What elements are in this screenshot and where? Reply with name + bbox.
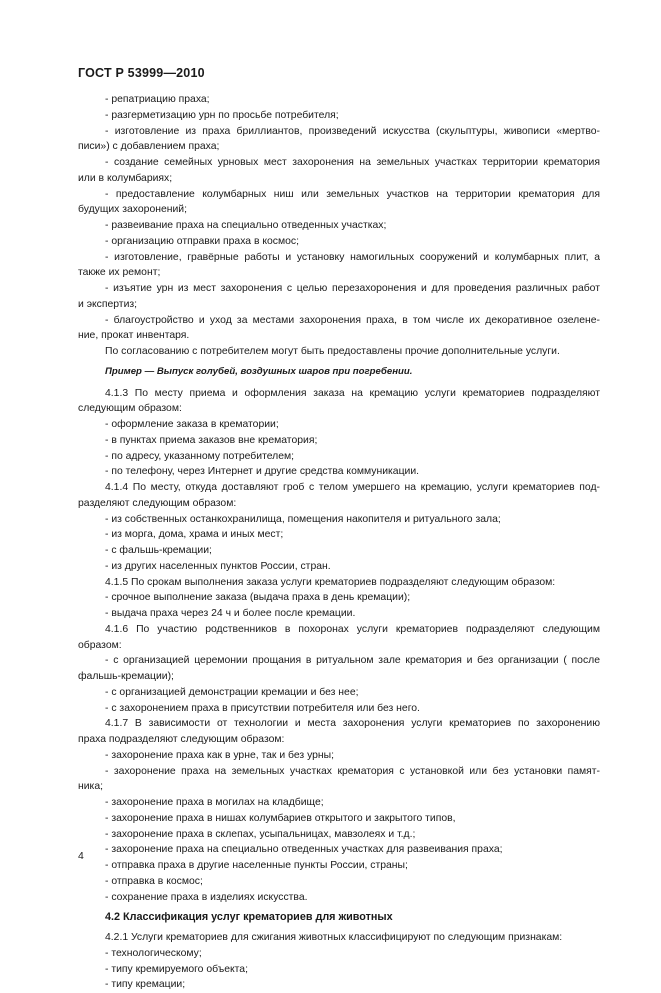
text-line: разделяют следующим образом: [78,497,237,509]
list-item: - захоронение праха в нишах колумбариев открытого и закрытого типов, [105,812,456,824]
list-item: - типу кремации; [105,979,186,991]
paragraph: По согласованию с потребителем могут быть предоставлены прочие дополнительные услуги. [105,346,560,357]
list-item: - отправка праха в другие населенные пункты России, страны; [105,860,408,871]
clause-4-1-3: 4.1.3 По месту приема и оформления заказа на кремацию услуги крематориев подразделяют [105,387,600,399]
text-line: также их ремонт; [78,267,161,279]
clause-4-1-4: 4.1.4 По месту, откуда доставляют гроб с телом умершего на кремацию, услуги крематориев под- [105,482,600,493]
text-line: следующим образом: [78,403,182,415]
list-item: - создание семейных урновых мест захоронения на земельных участках территории крематория [105,157,600,168]
list-item: - отправка в космос; [105,875,203,887]
text-line: будущих захоронений; [78,204,187,216]
list-item: - благоустройство и уход за местами захоронения праха, в том числе их декоративное озелене- [105,314,600,326]
list-item: - технологическому; [105,947,202,959]
text-line: и экспертиз; [78,298,138,310]
list-item: - захоронение праха на земельных участках крематория с установкой или без установки памят- [105,765,600,777]
list-item: - захоронение праха в склепах, усыпальницах, мавзолеях и т.д.; [105,828,416,840]
text-line: ние, прокат инвентаря. [78,330,190,342]
list-item: - с организацией демонстрации кремации и без нее; [105,686,359,698]
list-item: - срочное выполнение заказа (выдача праха в день кремации); [105,592,411,604]
list-item: - сохранение праха в изделиях искусства. [105,891,308,903]
list-item: - с фальшь-кремации; [105,545,212,556]
list-item: - из других населенных пунктов России, стран. [105,560,331,572]
list-item: - изготовление, гравёрные работы и установку намогильных сооружений и колумбарных плит, а [105,251,600,263]
list-item: - с организацией церемонии прощания в ритуальном зале крематория и без организации ( после [105,655,600,667]
list-item: - выдача праха через 24 ч и более после кремации. [105,608,356,619]
text-line: или в колумбариях; [78,172,173,184]
clause-4-2-1: 4.2.1 Услуги крематориев для сжигания животных классифицируют по следующим признакам: [105,932,563,943]
list-item: - по телефону, через Интернет и другие средства коммуникации. [105,466,420,478]
list-item: - захоронение праха в могилах на кладбище; [105,797,324,808]
text-line: фальшь-кремации); [78,671,174,682]
list-item: - в пунктах приема заказов вне крематория; [105,434,318,446]
list-item: - захоронение праха на специально отведенных участках для развеивания праха; [105,844,503,856]
list-item: - изъятие урн из мест захоронения с целью перезахоронения и для проведения различных работ [105,283,600,294]
text-line: образом: [78,639,122,651]
list-item: - предоставление колумбарных ниш или земельных участков на территории крематория для [105,188,600,200]
list-item: - из собственных останкохранилища, помещения накопителя и ритуального зала; [105,513,501,525]
text-line: писи») с добавлением праха; [78,141,220,153]
clause-4-1-6: 4.1.6 По участию родственников в похоронах услуги крематориев подразделяют следующим [105,623,600,635]
document-body [78,92,600,993]
document-header: ГОСТ Р 53999—2010 [78,66,205,80]
list-item: - разгерметизацию урн по просьбе потребителя; [105,109,339,121]
list-item: - захоронение праха как в урне, так и без урны; [105,749,335,761]
page-number: 4 [78,851,84,862]
list-item: - из морга, дома, храма и иных мест; [105,529,284,541]
clause-4-1-5: 4.1.5 По срокам выполнения заказа услуги крематориев подразделяют следующим образом: [105,576,556,588]
list-item: - развеивание праха на специально отведенных участках; [105,220,387,231]
clause-4-1-7: 4.1.7 В зависимости от технологии и места захоронения услуги крематориев по захоронению [105,718,600,730]
list-item: - с захоронением праха в присутствии потребителя или без него. [105,702,420,714]
list-item: - репатриацию праха; [105,94,210,105]
list-item: - типу кремируемого объекта; [105,963,248,975]
section-heading-4-2: 4.2 Классификация услуг крематориев для животных [105,911,393,924]
list-item: - организацию отправки праха в космос; [105,235,299,247]
list-item: - по адресу, указанному потребителем; [105,450,295,462]
example-note: Пример — Выпуск голубей, воздушных шаров при погребении. [105,365,413,377]
list-item: - оформление заказа в крематории; [105,419,279,430]
text-line: ника; [78,781,103,793]
list-item: - изготовление из праха бриллиантов, произведений искусства (скульптуры, живописи «мертво- [105,125,600,137]
text-line: праха подразделяют следующим образом: [78,734,285,745]
